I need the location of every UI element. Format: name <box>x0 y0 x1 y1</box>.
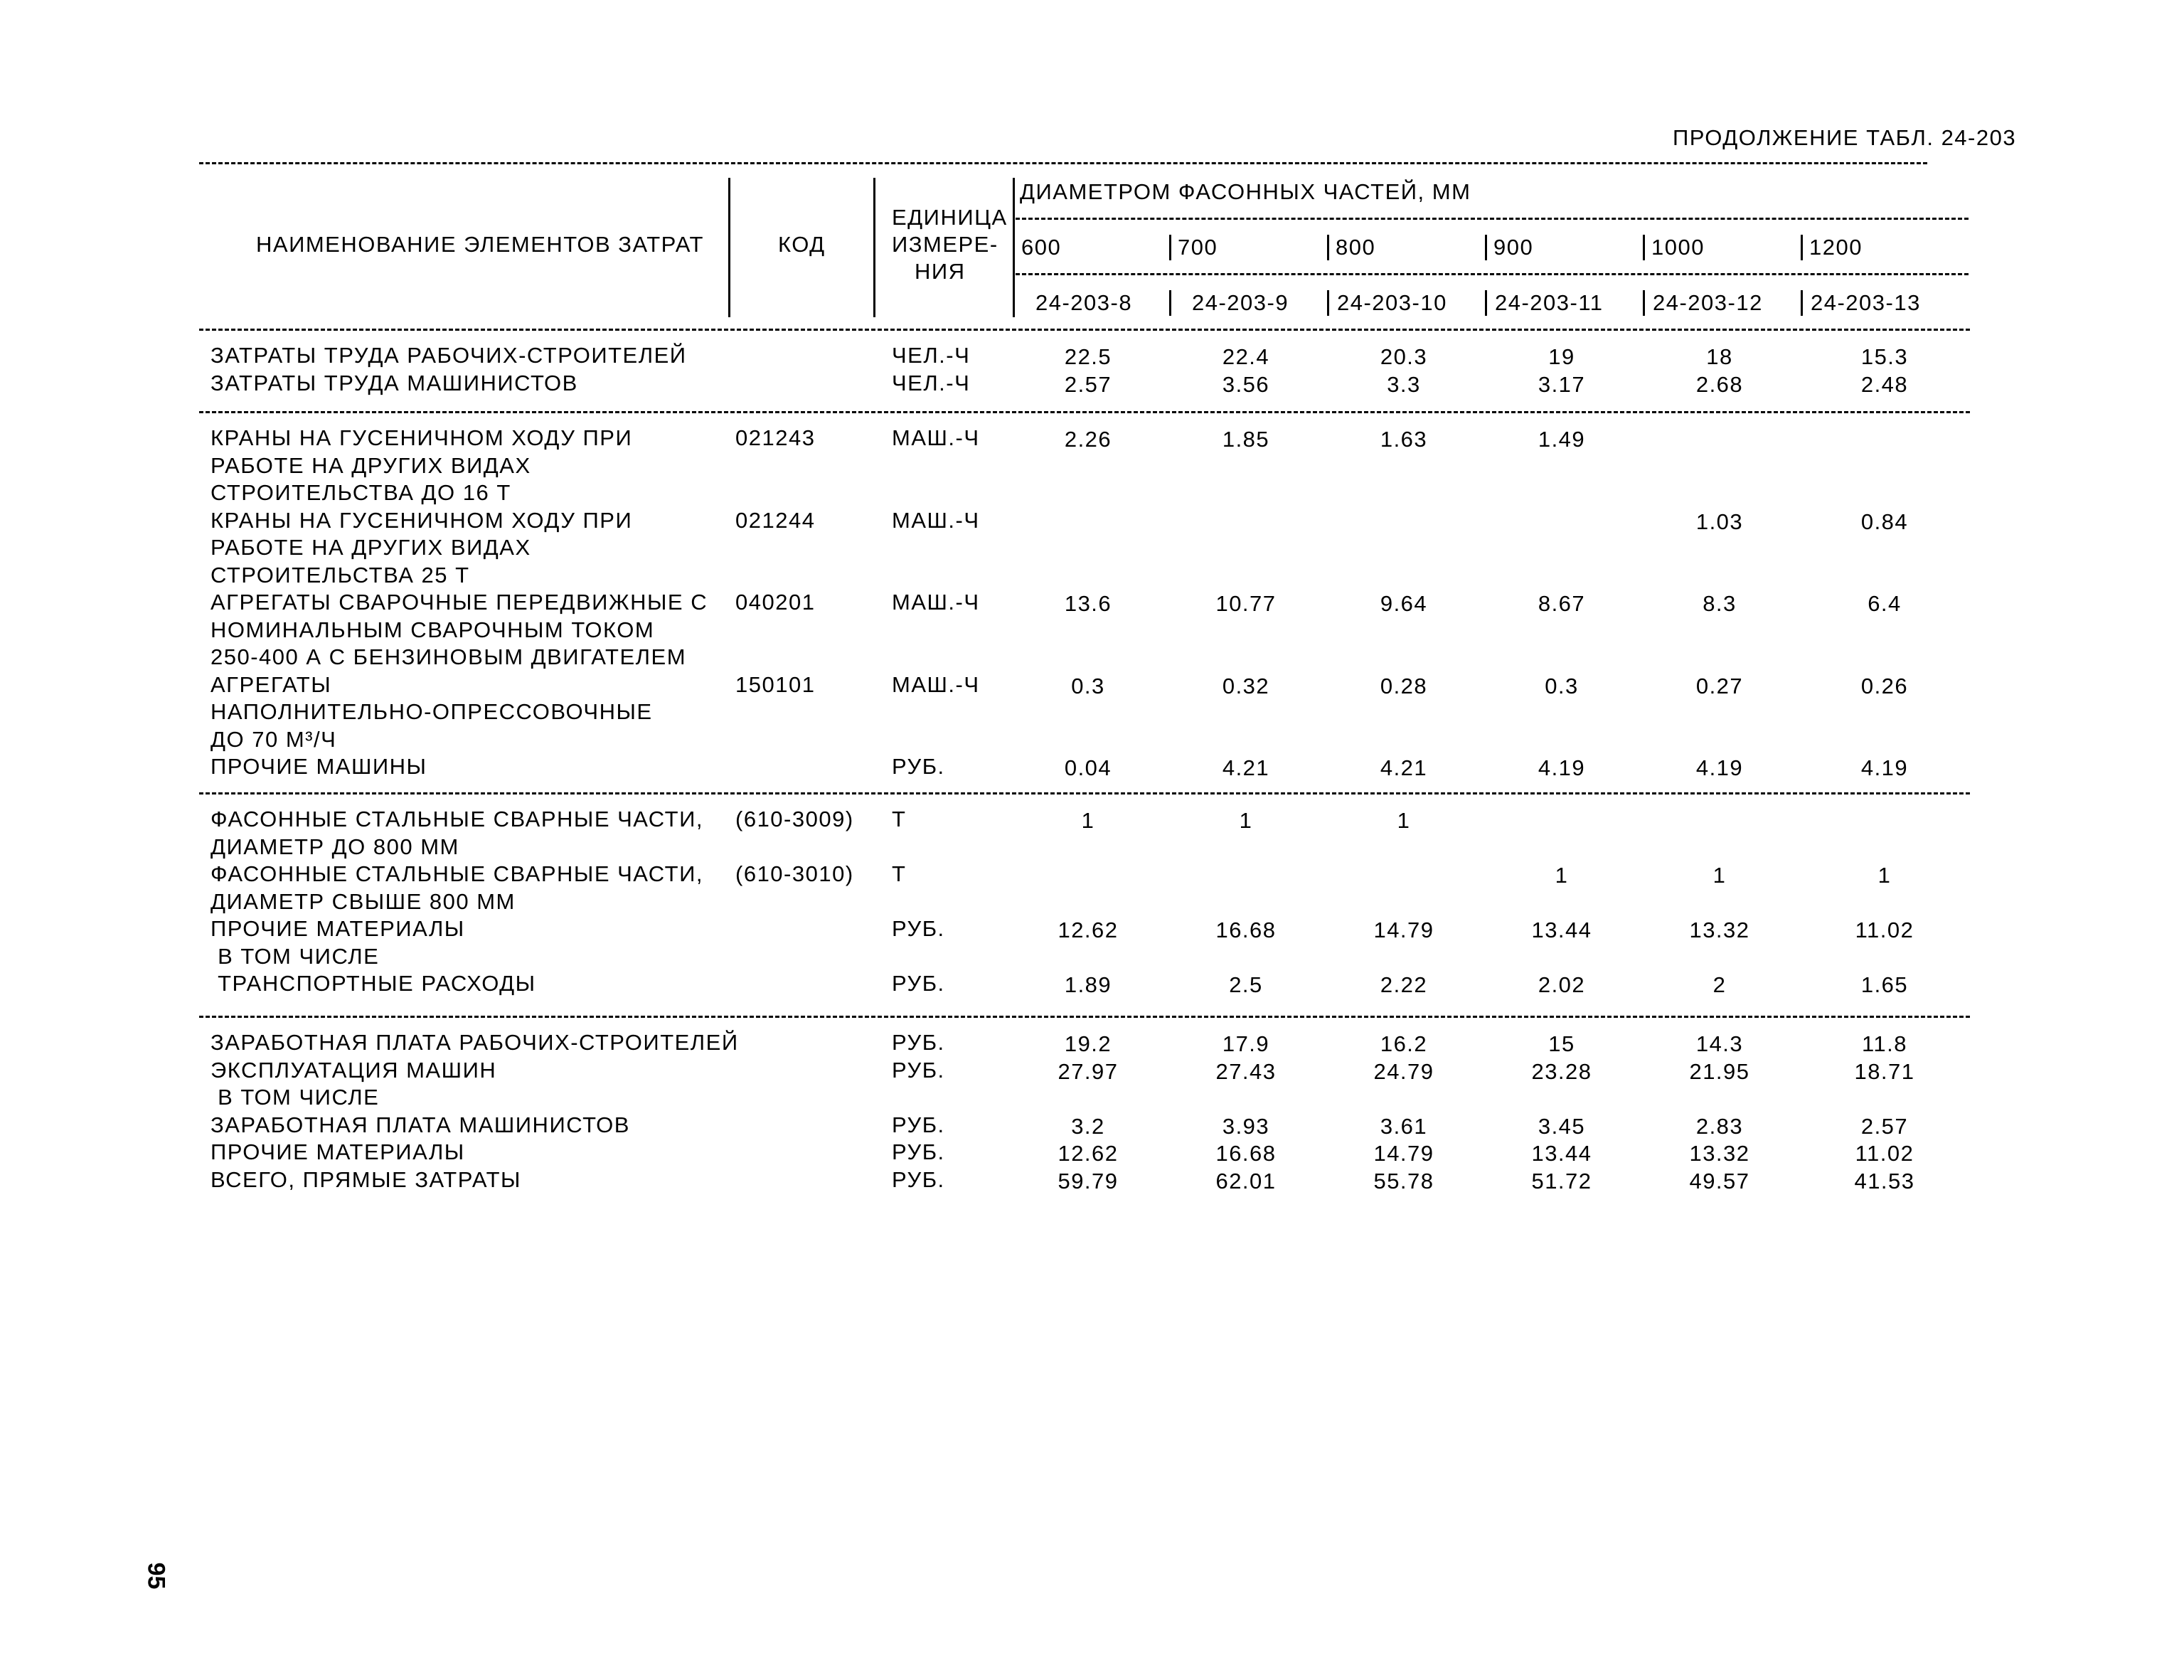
row-value: 14.79 <box>1373 1141 1434 1166</box>
code-24-203-10: 24-203-10 <box>1337 290 1447 315</box>
code-separator-2 <box>1327 290 1329 316</box>
diameter-600: 600 <box>1021 235 1062 260</box>
row-unit: ЧЕЛ.-Ч <box>892 370 971 395</box>
row-value: 0.26 <box>1860 673 1909 698</box>
code-24-203-9: 24-203-9 <box>1192 290 1289 315</box>
row-name: ЗАРАБОТНАЯ ПЛАТА МАШИНИСТОВ <box>211 1112 630 1137</box>
row-value: 62.01 <box>1215 1168 1277 1193</box>
row-unit: Т <box>892 861 907 886</box>
row-value: 1.89 <box>1064 972 1112 997</box>
row-value: 13.32 <box>1689 918 1750 942</box>
row-value: 2.83 <box>1695 1113 1744 1139</box>
header-separator-2 <box>873 178 875 317</box>
diameter-values-rule <box>1016 273 1969 275</box>
row-value: 1.49 <box>1538 427 1586 452</box>
diam-separator-3 <box>1485 235 1487 260</box>
row-name: ВСЕГО, ПРЯМЫЕ ЗАТРАТЫ <box>211 1166 521 1192</box>
row-value: 2.68 <box>1695 371 1744 397</box>
diameter-1000: 1000 <box>1651 235 1705 260</box>
diam-separator-4 <box>1643 235 1645 260</box>
row-value: 15.3 <box>1860 344 1909 369</box>
row-name: СТРОИТЕЛЬСТВА 25 Т <box>211 562 470 588</box>
row-name: АГРЕГАТЫ <box>211 671 332 697</box>
row-value: 1 <box>1712 863 1727 888</box>
row-value: 10.77 <box>1215 591 1277 616</box>
row-unit: РУБ. <box>892 754 945 779</box>
row-value: 19 <box>1548 344 1575 369</box>
row-value: 14.79 <box>1373 918 1434 942</box>
row-value: 27.97 <box>1058 1058 1119 1084</box>
row-value: 27.43 <box>1215 1058 1277 1084</box>
row-unit: РУБ. <box>892 1166 945 1192</box>
row-value: 2.48 <box>1860 371 1909 397</box>
section-rule <box>199 1016 1970 1018</box>
header-name-column: НАИМЕНОВАНИЕ ЭЛЕМЕНТОВ ЗАТРАТ <box>256 232 704 257</box>
row-value: 19.2 <box>1064 1031 1112 1056</box>
row-value: 11.02 <box>1855 1141 1914 1166</box>
row-value: 13.44 <box>1531 1141 1592 1166</box>
row-code: 150101 <box>735 671 816 697</box>
row-value: 1 <box>1397 808 1411 833</box>
row-value: 22.4 <box>1222 344 1270 369</box>
row-value: 13.32 <box>1689 1141 1750 1166</box>
row-value: 1 <box>1081 808 1095 833</box>
row-unit: РУБ. <box>892 1139 945 1164</box>
row-unit: МАШ.-Ч <box>892 590 980 615</box>
row-value: 2.57 <box>1064 371 1112 397</box>
row-name: 250-400 А С БЕНЗИНОВЫМ ДВИГАТЕЛЕМ <box>211 644 687 669</box>
row-value: 2.5 <box>1229 972 1263 997</box>
row-name: В ТОМ ЧИСЛЕ <box>211 1085 380 1110</box>
row-value: 22.5 <box>1064 344 1112 369</box>
code-separator-1 <box>1169 290 1171 316</box>
row-unit: РУБ. <box>892 1030 945 1055</box>
row-value: 3.61 <box>1380 1113 1428 1139</box>
table-caption: ПРОДОЛЖЕНИЕ ТАБЛ. 24-203 <box>1673 125 2017 150</box>
row-name: ТРАНСПОРТНЫЕ РАСХОДЫ <box>211 971 536 996</box>
header-bottom-rule <box>199 329 1970 331</box>
row-name: ЗАРАБОТНАЯ ПЛАТА РАБОЧИХ-СТРОИТЕЛЕЙ <box>211 1030 739 1055</box>
row-value: 12.62 <box>1058 1141 1119 1166</box>
row-value: 12.62 <box>1058 918 1119 942</box>
row-value: 1.63 <box>1380 427 1428 452</box>
row-name: РАБОТЕ НА ДРУГИХ ВИДАХ <box>211 452 531 478</box>
diameter-group-rule <box>1016 218 1969 220</box>
row-value: 3.93 <box>1222 1113 1270 1139</box>
row-name: В ТОМ ЧИСЛЕ <box>211 943 380 969</box>
row-name: АГРЕГАТЫ СВАРОЧНЫЕ ПЕРЕДВИЖНЫЕ С <box>211 590 708 615</box>
row-unit: РУБ. <box>892 1112 945 1137</box>
row-code: (610-3010) <box>735 861 854 886</box>
code-separator-5 <box>1801 290 1803 316</box>
row-value: 41.53 <box>1854 1168 1915 1193</box>
code-separator-4 <box>1643 290 1645 316</box>
row-value: 3.3 <box>1387 371 1421 397</box>
header-separator-3 <box>1013 178 1015 317</box>
row-value: 11.8 <box>1861 1031 1908 1056</box>
row-name: ФАСОННЫЕ СТАЛЬНЫЕ СВАРНЫЕ ЧАСТИ, <box>211 807 703 831</box>
row-value: 20.3 <box>1380 344 1428 369</box>
row-name: ЗАТРАТЫ ТРУДА РАБОЧИХ-СТРОИТЕЛЕЙ <box>211 343 687 368</box>
diameter-900: 900 <box>1493 235 1534 260</box>
header-diameter-group: ДИАМЕТРОМ ФАСОННЫХ ЧАСТЕЙ, ММ <box>1020 179 1471 204</box>
row-value: 18.71 <box>1854 1058 1915 1084</box>
row-name: КРАНЫ НА ГУСЕНИЧНОМ ХОДУ ПРИ <box>211 425 633 450</box>
diameter-1200: 1200 <box>1809 235 1863 260</box>
row-value: 0.3 <box>1545 673 1579 698</box>
row-unit: РУБ. <box>892 971 945 996</box>
row-value: 0.27 <box>1695 673 1744 698</box>
row-unit: МАШ.-Ч <box>892 671 980 697</box>
row-value: 1.85 <box>1222 427 1270 452</box>
row-unit: ЧЕЛ.-Ч <box>892 343 971 368</box>
row-value: 1 <box>1239 808 1253 833</box>
row-value: 49.57 <box>1689 1168 1750 1193</box>
row-value: 24.79 <box>1373 1058 1434 1084</box>
row-name: РАБОТЕ НА ДРУГИХ ВИДАХ <box>211 535 531 560</box>
row-value: 2.26 <box>1064 427 1112 452</box>
header-top-rule <box>199 162 1927 164</box>
row-value: 1.03 <box>1695 509 1744 534</box>
row-value: 23.28 <box>1531 1058 1592 1084</box>
header-unit-line-2: ИЗМЕРЕ- <box>892 232 998 257</box>
row-value: 4.19 <box>1860 755 1909 780</box>
header-code-column: КОД <box>778 232 826 257</box>
row-value: 55.78 <box>1373 1168 1434 1193</box>
row-value: 3.2 <box>1071 1113 1105 1139</box>
row-value: 2.22 <box>1380 972 1428 997</box>
diam-separator-5 <box>1801 235 1803 260</box>
row-value: 14.3 <box>1695 1031 1744 1056</box>
header-unit-line-3: НИЯ <box>915 259 966 284</box>
header-unit-line-1: ЕДИНИЦА <box>892 205 1008 230</box>
row-unit: РУБ. <box>892 1057 945 1083</box>
code-24-203-8: 24-203-8 <box>1035 290 1133 315</box>
row-name: ПРОЧИЕ МАТЕРИАЛЫ <box>211 916 465 941</box>
row-value: 15 <box>1548 1031 1575 1056</box>
row-name: ДО 70 М³/Ч <box>211 726 337 752</box>
row-value: 0.28 <box>1380 673 1428 698</box>
row-value: 1 <box>1877 863 1892 888</box>
row-value: 3.56 <box>1222 371 1270 397</box>
row-value: 0.84 <box>1860 509 1909 534</box>
row-value: 16.68 <box>1215 1141 1277 1166</box>
row-value: 1.65 <box>1860 972 1909 997</box>
diam-separator-1 <box>1169 235 1171 260</box>
row-unit: МАШ.-Ч <box>892 425 980 450</box>
code-24-203-12: 24-203-12 <box>1653 290 1763 315</box>
row-value: 51.72 <box>1531 1168 1592 1193</box>
row-value: 2 <box>1712 972 1727 997</box>
row-code: 021244 <box>735 507 816 533</box>
row-value: 9.64 <box>1380 591 1428 616</box>
section-rule <box>199 411 1970 413</box>
code-24-203-11: 24-203-11 <box>1495 290 1604 315</box>
row-name: ПРОЧИЕ МАШИНЫ <box>211 754 427 779</box>
diameter-800: 800 <box>1336 235 1376 260</box>
row-value: 0.3 <box>1071 673 1105 698</box>
row-name: ДИАМЕТР СВЫШЕ 800 ММ <box>211 888 516 914</box>
code-24-203-13: 24-203-13 <box>1811 290 1921 315</box>
row-value: 2.57 <box>1860 1113 1909 1139</box>
diam-separator-2 <box>1327 235 1329 260</box>
row-value: 18 <box>1706 344 1733 369</box>
row-code: 040201 <box>735 590 816 615</box>
row-value: 16.68 <box>1215 918 1277 942</box>
row-value: 0.04 <box>1064 755 1112 780</box>
row-name: КРАНЫ НА ГУСЕНИЧНОМ ХОДУ ПРИ <box>211 507 633 533</box>
row-name: ЭКСПЛУАТАЦИЯ МАШИН <box>211 1057 497 1083</box>
row-value: 4.21 <box>1222 755 1270 780</box>
row-name: ЗАТРАТЫ ТРУДА МАШИНИСТОВ <box>211 370 578 395</box>
row-value: 13.6 <box>1064 591 1112 616</box>
row-value: 2.02 <box>1538 972 1586 997</box>
row-name: НОМИНАЛЬНЫМ СВАРОЧНЫМ ТОКОМ <box>211 617 655 642</box>
row-value: 4.19 <box>1538 755 1586 780</box>
row-code: 021243 <box>735 425 816 450</box>
row-value: 8.3 <box>1703 591 1737 616</box>
code-separator-3 <box>1485 290 1487 316</box>
diameter-700: 700 <box>1178 235 1218 260</box>
row-name: ФАСОННЫЕ СТАЛЬНЫЕ СВАРНЫЕ ЧАСТИ, <box>211 861 703 886</box>
row-value: 59.79 <box>1058 1168 1119 1193</box>
row-value: 3.17 <box>1538 371 1586 397</box>
row-value: 4.19 <box>1695 755 1744 780</box>
row-unit: Т <box>892 807 907 831</box>
row-value: 16.2 <box>1380 1031 1428 1056</box>
row-unit: МАШ.-Ч <box>892 507 980 533</box>
row-name: ПРОЧИЕ МАТЕРИАЛЫ <box>211 1139 465 1164</box>
header-separator-1 <box>728 178 730 317</box>
row-value: 11.02 <box>1855 918 1914 942</box>
section-rule <box>199 792 1970 794</box>
row-value: 13.44 <box>1531 918 1592 942</box>
page-number: 95 <box>142 1562 170 1590</box>
row-value: 1 <box>1555 863 1569 888</box>
row-code: (610-3009) <box>735 807 854 831</box>
row-value: 3.45 <box>1538 1113 1586 1139</box>
row-name: ДИАМЕТР ДО 800 ММ <box>211 834 459 859</box>
row-value: 21.95 <box>1689 1058 1750 1084</box>
row-value: 0.32 <box>1222 673 1270 698</box>
row-value: 4.21 <box>1380 755 1428 780</box>
row-name: НАПОЛНИТЕЛЬНО-ОПРЕССОВОЧНЫЕ <box>211 699 653 724</box>
row-value: 8.67 <box>1538 591 1586 616</box>
row-value: 17.9 <box>1222 1031 1270 1056</box>
row-name: СТРОИТЕЛЬСТВА ДО 16 Т <box>211 480 511 505</box>
row-value: 6.4 <box>1868 591 1902 616</box>
row-unit: РУБ. <box>892 916 945 941</box>
